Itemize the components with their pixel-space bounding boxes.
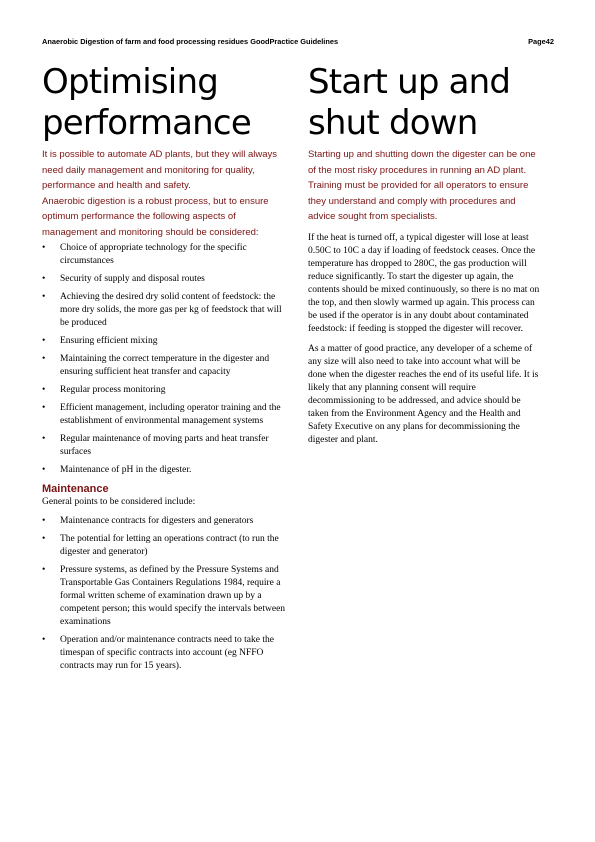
maintenance-intro: General points to be considered include: — [42, 497, 196, 507]
list-item — [42, 335, 287, 348]
bullet-icon: • — [42, 434, 46, 444]
intro-paragraph: Starting up and shutting down the digester can be one of the most risky procedures in running an AD plant. Training must be provided for all operators to ensure they understand and comply with procedures and advice sought from specialists. — [308, 149, 536, 222]
heading-line: shut down — [308, 103, 478, 143]
list-item-text: Operation and/or maintenance contracts need to take the timespan of specific contracts into account (eg NFFO contracts may run for 15 years). — [60, 635, 274, 671]
heading-line: performance — [42, 103, 251, 143]
list-item-text: Maintaining the correct temperature in the digester and ensuring sufficient heat transfer and capacity — [60, 354, 270, 377]
bullet-icon: • — [42, 516, 46, 526]
list-item-text: Security of supply and disposal routes — [60, 274, 205, 284]
body-paragraph: If the heat is turned off, a typical digester will lose at least 0.50C to 10C a day if loading of feedstock ceases. Once the temperature has dropped to 280C, the gas production will reduce significantly. To start the digester up again, the contents should be mixed continuously, so there is no mat on the top, and then slowly warmed up again. This process can be used if the operator is in any doubt about contaminated feedstock: if feeding is stopped the digester will recover. — [308, 232, 540, 334]
list-item-text: The potential for letting an operations contract (to run the digester and generator) — [60, 534, 279, 557]
list-item-text: Regular maintenance of moving parts and heat transfer surfaces — [60, 434, 269, 457]
section-heading-start-up — [308, 62, 540, 144]
intro-paragraph: It is possible to automate AD plants, but they will always need daily management and monitoring for quality, performance and health and safety. — [42, 149, 277, 191]
list-item — [42, 353, 287, 379]
performance-list — [42, 242, 287, 477]
list-item — [42, 634, 287, 673]
bullet-icon: • — [42, 385, 46, 395]
bullet-icon: • — [42, 243, 46, 253]
list-item — [42, 515, 287, 528]
bullet-icon: • — [42, 292, 46, 302]
list-item — [42, 273, 287, 286]
list-item-text: Regular process monitoring — [60, 385, 166, 395]
intro-text — [308, 147, 540, 225]
list-item-text: Choice of appropriate technology for the specific circumstances — [60, 243, 247, 266]
list-item-text: Maintenance of pH in the digester. — [60, 465, 192, 475]
maintenance-list — [42, 515, 287, 673]
list-item-text: Achieving the desired dry solid content of feedstock: the more dry solids, the more gas per kg of feedstock that will be produced — [60, 292, 282, 328]
bullet-icon: • — [42, 565, 46, 575]
list-item — [42, 464, 287, 477]
intro-paragraph: Anaerobic digestion is a robust process, but to ensure optimum performance the following aspects of management and monitoring should be considered: — [42, 195, 269, 238]
document-title: Anaerobic Digestion of farm and food processing residues GoodPractice Guidelines — [42, 37, 339, 46]
bullet-icon: • — [42, 336, 46, 346]
list-item — [42, 433, 287, 459]
page-header — [42, 37, 554, 49]
list-item-text: Ensuring efficient mixing — [60, 336, 158, 346]
bullet-icon: • — [42, 635, 46, 645]
bullet-icon: • — [42, 465, 46, 475]
heading-line: Start up and — [308, 62, 511, 102]
list-item — [42, 533, 287, 559]
list-item — [42, 564, 287, 629]
right-column — [308, 62, 540, 447]
heading-line: Optimising — [42, 62, 218, 102]
list-item-text: Pressure systems, as defined by the Pressure Systems and Transportable Gas Containers Regulations 1984, require a formal written scheme of examination drawn up by a competent person; this would specify the intervals between examinations — [60, 565, 286, 627]
list-item — [42, 384, 287, 397]
maintenance-heading: Maintenance — [42, 483, 109, 495]
bullet-icon: • — [42, 534, 46, 544]
section-heading-optimising — [42, 62, 287, 144]
intro-text — [42, 147, 287, 240]
list-item — [42, 242, 287, 268]
page-number: Page42 — [528, 37, 554, 46]
list-item — [42, 291, 287, 330]
body-paragraph: As a matter of good practice, any developer of a scheme of any size will also need to take into account what will be done when the digester reaches the end of its useful life. It is likely that any planning consent will require decommissioning to be addressed, and advice should be taken from the Environment Agency and the Health and Safety Executive on any plans for decommissioning the digester and plant. — [308, 343, 539, 445]
bullet-icon: • — [42, 274, 46, 284]
list-item — [42, 402, 287, 428]
list-item-text: Maintenance contracts for digesters and generators — [60, 516, 254, 526]
left-column — [42, 62, 287, 678]
list-item-text: Efficient management, including operator training and the establishment of environmental management systems — [60, 403, 281, 426]
bullet-icon: • — [42, 354, 46, 364]
bullet-icon: • — [42, 403, 46, 413]
